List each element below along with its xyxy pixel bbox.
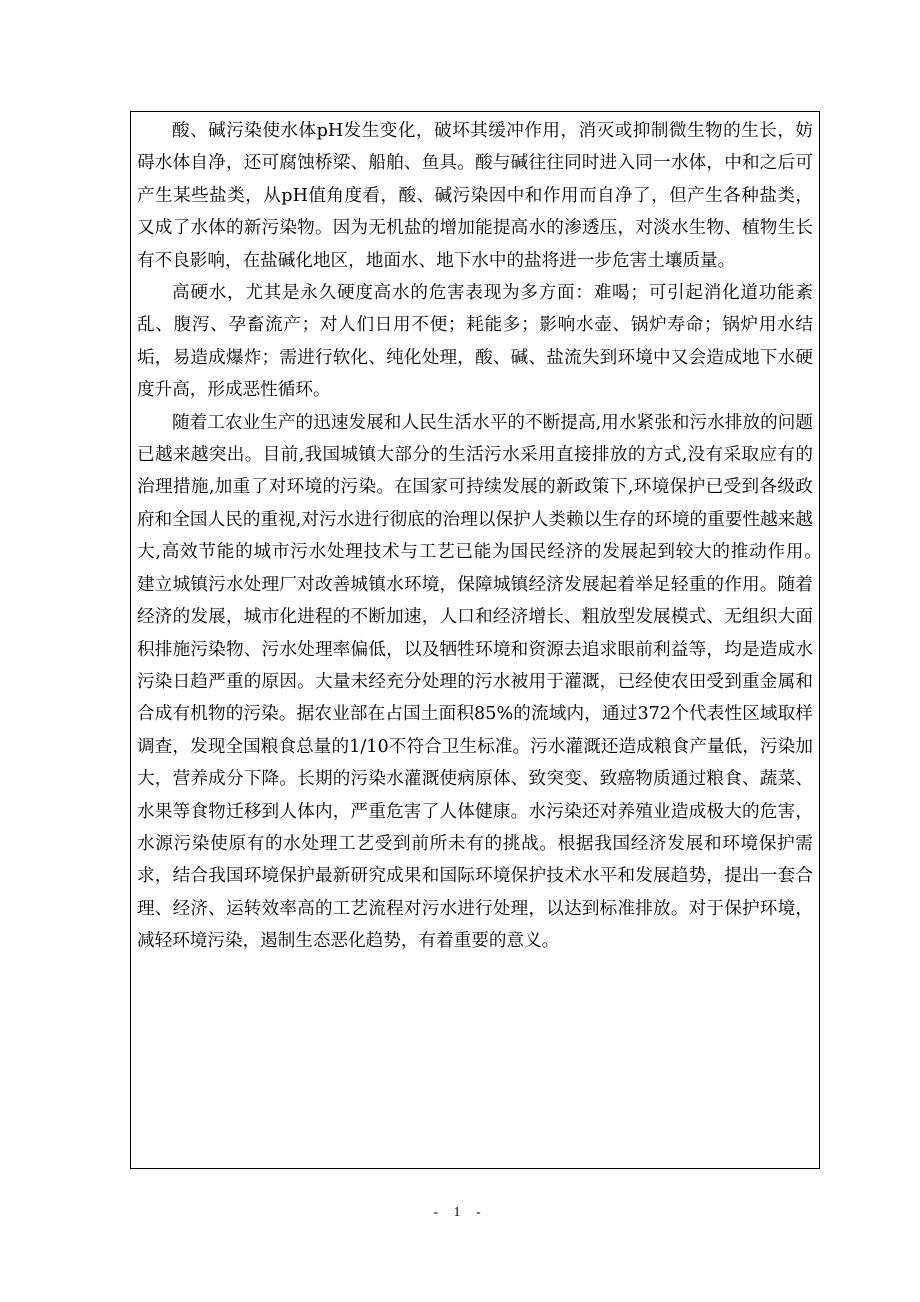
document-body [137,115,831,958]
page-number: - 1 - [433,1205,487,1220]
paragraph-hard-water: 高硬水，尤其是永久硬度高水的危害表现为多方面：难喝；可引起消化道功能紊乱、腹泻、孕畜流产；对人们日用不便；耗能多；影响水壶、锅炉寿命；锅炉用水结垢，易造成爆炸；需进行软化、纯化处理，酸、碱、盐流失到环境中又会造成地下水硬度升高，形成恶性循环。 [137,283,813,401]
paragraph-acid-alkali-pollution: 酸、碱污染使水体pH发生变化，破坏其缓冲作用，消灭或抑制微生物的生长，妨碍水体自净，还可腐蚀桥梁、船舶、鱼具。酸与碱往往同时进入同一水体，中和之后可产生某些盐类，从pH值角度看，酸、碱污染因中和作用而自净了，但产生各种盐类，又成了水体的新污染物。因为无机盐的增加能提高水的渗透压，对淡水生物、植物生长有不良影响，在盐碱化地区，地面水、地下水中的盐将进一步危害土壤质量。 [137,121,813,271]
paragraph-sewage-treatment: 随着工农业生产的迅速发展和人民生活水平的不断提高,用水紧张和污水排放的问题已越来越突出。目前,我国城镇大部分的生活污水采用直接排放的方式,没有采取应有的治理措施,加重了对环境的污染。在国家可持续发展的新政策下,环境保护已受到各级政府和全国人民的重视,对污水进行彻底的治理以保护人类赖以生存的环境的重要性越来越大,高效节能的城市污水处理技术与工艺已能为国民经济的发展起到较大的推动作用。 建立城镇污水处理厂对改善城镇水环境，保障城镇经济发展起着举足轻重的作用。随着经济的发展，城市化进程的不断加速，人口和经济增长、粗放型发展模式、无组织大面积排施污染物、污水处理率偏低，以及牺牲环境和资源去追求眼前利益等，均是造成水污染日趋严重的原因。大量未经充分处理的污水被用于灌溉，已经使农田受到重金属和合成有机物的污染。据农业部在占国土面积85%的流域内，通过372个代表性区域取样调查，发现全国粮食总量的1/10不符合卫生标准。污水灌溉还造成粮食产量低，污染加大，营养成分下降。长期的污染水灌溉使病原体、致突变、致癌物质通过粮食、蔬菜、水果等食物迁移到人体内，严重危害了人体健康。水污染还对养殖业造成极大的危害，水源污染使原有的水处理工艺受到前所未有的挑战。根据我国经济发展和环境保护需求，结合我国环境保护最新研究成果和国际环境保护技术水平和发展趋势，提出一套合理、经济、运转效率高的工艺流程对污水进行处理，以达到标准排放。对于保护环境，减轻环境污染，遏制生态恶化趋势，有着重要的意义。 [137,412,831,952]
